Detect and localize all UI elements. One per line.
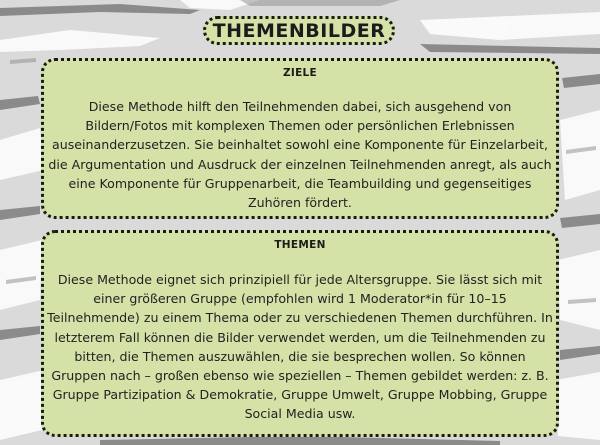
- topics-card: [41, 230, 559, 437]
- title-badge: [203, 16, 395, 45]
- page-title: THEMENBILDER: [212, 19, 386, 42]
- goals-card: [41, 58, 559, 219]
- goals-text: Diese Methode hilft den Teilnehmenden dabei, sich ausgehend von Bildern/Fotos mit komplexen Themen oder persönlichen Erlebnissen auseinanderzusetzen. Sie beinhaltet sowohl eine Komponente für Einzelarbeit, die Argumentation und Ausdruck der einzelnen Teilnehmenden anregt, als auch eine Komponente für Gruppenarbeit, die Teambuilding und gegenseitiges Zuhören fördert.: [48, 99, 552, 211]
- topics-text: Diese Methode eignet sich prinzipiell für jede Altersgruppe. Sie lässt sich mit einer größeren Gruppe (empfohlen wird 1 Moderator*in für 10–15 Teilnehmende) zu einem Thema oder zu verschiedenen Themen durchführen. In letzterem Fall können die Bilder verwendet werden, um die Teilnehmenden zu bitten, die Themen auszuwählen, die sie besprechen wollen. So können Gruppen nach – großen ebenso wie speziellen – Themen gebildet werden: z. B. Gruppe Partizipation & Demokratie, Gruppe Umwelt, Gruppe Mobbing, Gruppe Social Media usw.: [47, 272, 553, 422]
- topics-heading: THEMEN: [274, 239, 326, 251]
- goals-heading: ZIELE: [282, 67, 318, 79]
